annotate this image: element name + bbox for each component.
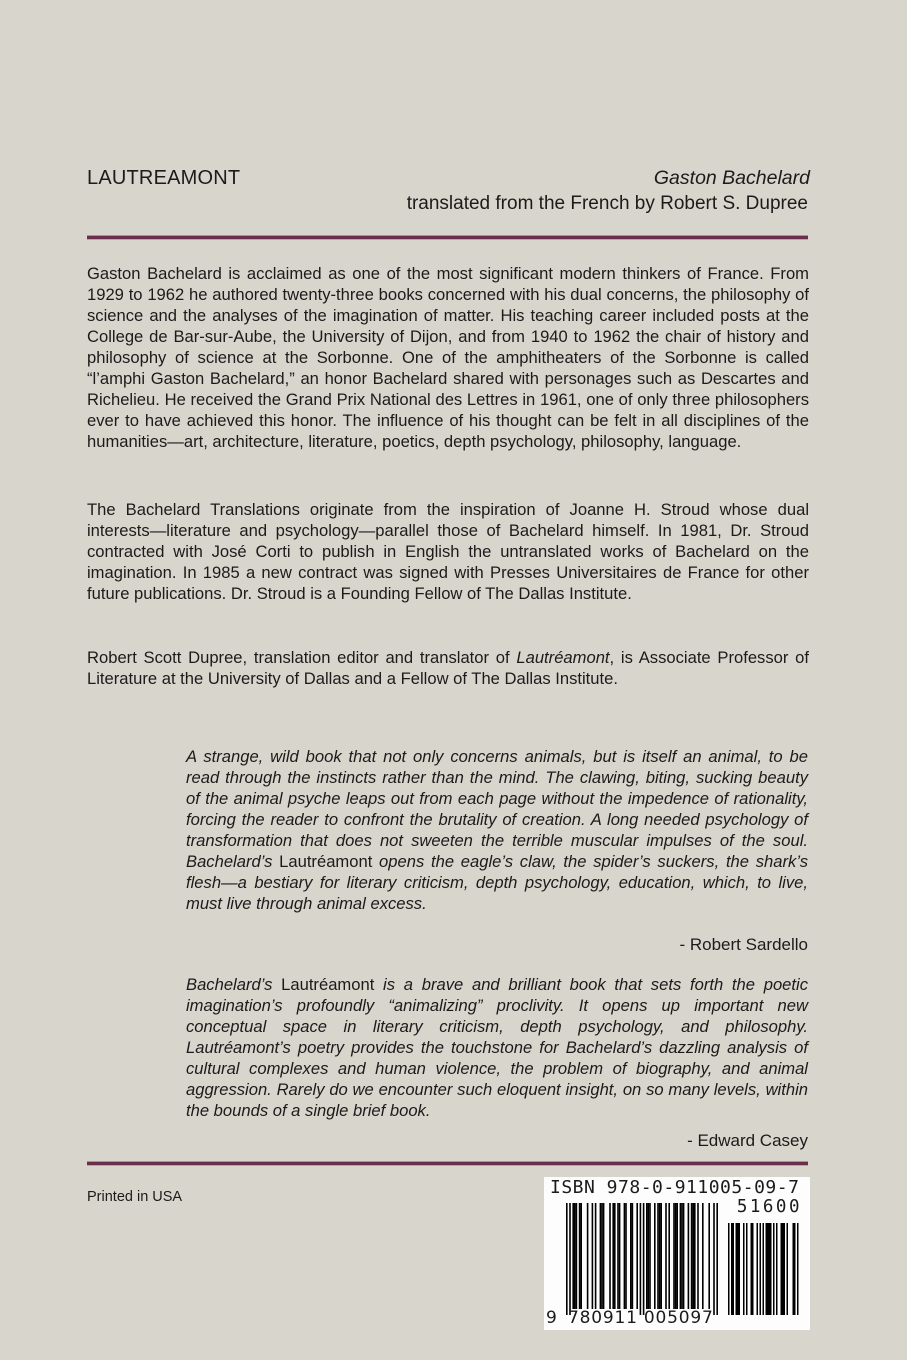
barcode-bar	[648, 1203, 650, 1309]
addon-barcode-bar	[773, 1223, 775, 1315]
addon-barcode-bar	[757, 1223, 759, 1315]
barcode-bar	[601, 1203, 603, 1309]
translator-bio-before: Robert Scott Dupree, translation editor and translator of	[87, 648, 517, 667]
barcode-bar	[595, 1203, 597, 1309]
addon-barcode-bar	[782, 1223, 784, 1315]
translations-paragraph	[87, 499, 809, 604]
bottom-divider	[87, 1162, 808, 1165]
barcode-bar	[697, 1203, 699, 1309]
blurb-text: A strange, wild book that not only concerns animals, but is itself an animal, to be read through the instincts rather than the mind. The clawing, biting, sucking beauty of the animal psyche leaps out from each page without the impedence of rationality, forcing the reader to confront the brutality of creation. A long needed psychology of transformation that does not sweeten the terrible muscular impulses of the soul. Bachelard’s	[186, 747, 808, 871]
addon-barcode-bar	[736, 1223, 738, 1315]
addon-barcode-bar	[794, 1223, 796, 1315]
addon-barcode-bar	[746, 1223, 748, 1315]
blurb-text: is a brave and brilliant book that sets forth the poetic imagination’s profoundly “animalizing” proclivity. It opens up important new conceptual space in literary criticism, depth psychology, and philosophy. Lautréamont’s poetry provides the touchstone for Bachelard’s dazzling analysis of cultural complexes and human violence, the problem of biography, and animal aggression. Rarely do we encounter such eloquent insight, on so many levels, within the bounds of a single brief book.	[186, 975, 808, 1120]
barcode-bar	[579, 1203, 581, 1309]
barcode-bar	[617, 1203, 619, 1309]
addon-barcode-bar	[769, 1223, 771, 1315]
addon-barcode-bar	[776, 1223, 778, 1315]
barcode-bar	[580, 1203, 582, 1309]
addon-barcode-bar	[781, 1223, 783, 1315]
barcode-bar	[587, 1203, 589, 1309]
barcode-bar	[603, 1203, 605, 1309]
barcode-bar	[659, 1203, 661, 1309]
barcode-bar	[612, 1203, 614, 1309]
addon-barcode-bar	[733, 1223, 735, 1315]
blurb-book-title: Lautréamont	[281, 975, 375, 994]
addon-barcode-bar	[737, 1223, 739, 1315]
barcode-bar	[713, 1203, 715, 1315]
barcode-bar	[609, 1203, 611, 1309]
barcode-bar	[640, 1203, 642, 1315]
barcode-bar	[643, 1203, 645, 1315]
blurb-book-title: Lautréamont	[279, 852, 373, 871]
addon-barcode-bar	[739, 1223, 741, 1315]
author-bio-text: Gaston Bachelard is acclaimed as one of the most significant modern thinkers of France. From 1929 to 1962 he authored twenty-three books concerned with his dual concerns, the philosophy of science and the analyses of the imagination of matter. His teaching career included posts at the College de Bar-sur-Aube, the University of Dijon, and from 1940 to 1962 the chair of history and philosophy of science at the Sorbonne. One of the amphitheaters of the Sorbonne is called “l’amphi Gaston Bachelard,” an honor Bachelard shared with personages such as Descartes and Richelieu. He received the Grand Prix National des Lettres in 1961, one of only three philosophers ever to have achieved this honor. The influence of his thought can be felt in all disciplines of the humanities—art, architecture, literature, poetics, depth psychology, philosophy, language.	[87, 264, 809, 451]
barcode-bar	[569, 1203, 571, 1315]
blurb-attribution: - Edward Casey	[687, 1131, 808, 1150]
barcode-bar	[680, 1203, 682, 1309]
barcode-bar	[649, 1203, 651, 1309]
barcode-bar	[600, 1203, 602, 1309]
translator-bio-after: , is Associate Professor of Literature at the University of Dallas and a Fellow of The Dallas Institute.	[87, 648, 809, 688]
addon-barcode-bar	[763, 1223, 765, 1315]
barcode-bar	[665, 1203, 667, 1309]
blurb-quote	[186, 974, 808, 1121]
barcode-bar	[654, 1203, 656, 1309]
addon-barcode-bar	[760, 1223, 762, 1315]
ean-digits: 780911 005097	[568, 1308, 714, 1328]
barcode-bar	[576, 1203, 578, 1309]
barcode-bar	[692, 1203, 694, 1309]
barcode-bar	[660, 1203, 662, 1309]
blurb-text: opens the eagle’s claw, the spider’s suckers, the shark’s flesh—a bestiary for literary criticism, depth psychology, education, which, to live, must live through animal excess.	[186, 852, 808, 913]
translator-bio-book-title: Lautréamont	[516, 648, 610, 667]
addon-barcode-bar	[766, 1223, 768, 1315]
translator-credit: translated from the French by Robert S. Dupree	[406, 193, 808, 214]
translator-bio-paragraph	[87, 647, 809, 689]
barcode-bar	[681, 1203, 683, 1309]
isbn-barcode	[544, 1177, 810, 1330]
addon-barcode-bar	[743, 1223, 745, 1315]
barcode-bar	[683, 1203, 685, 1309]
barcode-bar	[646, 1203, 648, 1309]
addon-barcode-bar	[767, 1223, 769, 1315]
barcode-bar	[668, 1203, 670, 1309]
addon-barcode-bar	[797, 1223, 799, 1315]
barcode-bar	[694, 1203, 696, 1309]
barcode-bar	[624, 1203, 626, 1309]
author-bio-paragraph	[87, 263, 809, 452]
ean-prefix-digit: 9	[546, 1308, 557, 1328]
barcode-bar	[708, 1203, 710, 1309]
author-name: Gaston Bachelard	[653, 167, 810, 189]
addon-barcode-bar	[787, 1223, 789, 1315]
addon-barcode-bar	[793, 1223, 795, 1315]
barcode-bar	[675, 1203, 677, 1309]
barcode-bar	[614, 1203, 616, 1309]
blurb-text: Bachelard’s	[186, 975, 282, 994]
barcode-bar	[636, 1203, 638, 1309]
top-divider	[87, 236, 808, 239]
translations-text: The Bachelard Translations originate from the inspiration of Joanne H. Stroud whose dual interests—literature and psychology—parallel those of Bachelard himself. In 1981, Dr. Stroud contracted with José Corti to publish in English the untranslated works of Bachelard on the imagination. In 1985 a new contract was signed with Presses Universitaires de France for other future publications. Dr. Stroud is a Founding Fellow of The Dallas Institute.	[87, 500, 809, 603]
book-title: LAUTREAMONT	[87, 167, 241, 189]
blurb-attribution: - Robert Sardello	[679, 935, 808, 954]
addon-barcode-bar	[728, 1223, 730, 1315]
isbn-label: ISBN 978-0-911005-09-7	[550, 1177, 800, 1198]
barcode-bar	[676, 1203, 678, 1309]
addon-barcode-bar	[751, 1223, 753, 1315]
barcode-bar	[673, 1203, 675, 1309]
barcode-bar	[592, 1203, 594, 1309]
barcode-bar	[691, 1203, 693, 1309]
barcode-bar	[619, 1203, 621, 1309]
addon-barcode-bar	[784, 1223, 786, 1315]
barcode-bar	[572, 1203, 574, 1309]
barcode-bar	[632, 1203, 634, 1309]
barcode-bar	[657, 1203, 659, 1309]
barcode-bar	[566, 1203, 568, 1315]
blurb-quote	[186, 746, 808, 914]
barcode-bar	[574, 1203, 576, 1309]
addon-barcode-bar	[752, 1223, 754, 1315]
addon-barcode-bar	[770, 1223, 772, 1315]
barcode-bar	[716, 1203, 718, 1315]
barcode-bar	[702, 1203, 704, 1309]
barcode-bar	[688, 1203, 690, 1309]
barcode-bar	[625, 1203, 627, 1309]
addon-barcode-bar	[731, 1223, 733, 1315]
price-code: 51600	[736, 1197, 802, 1217]
barcode-bar	[630, 1203, 632, 1309]
printed-in-label: Printed in USA	[87, 1189, 183, 1205]
